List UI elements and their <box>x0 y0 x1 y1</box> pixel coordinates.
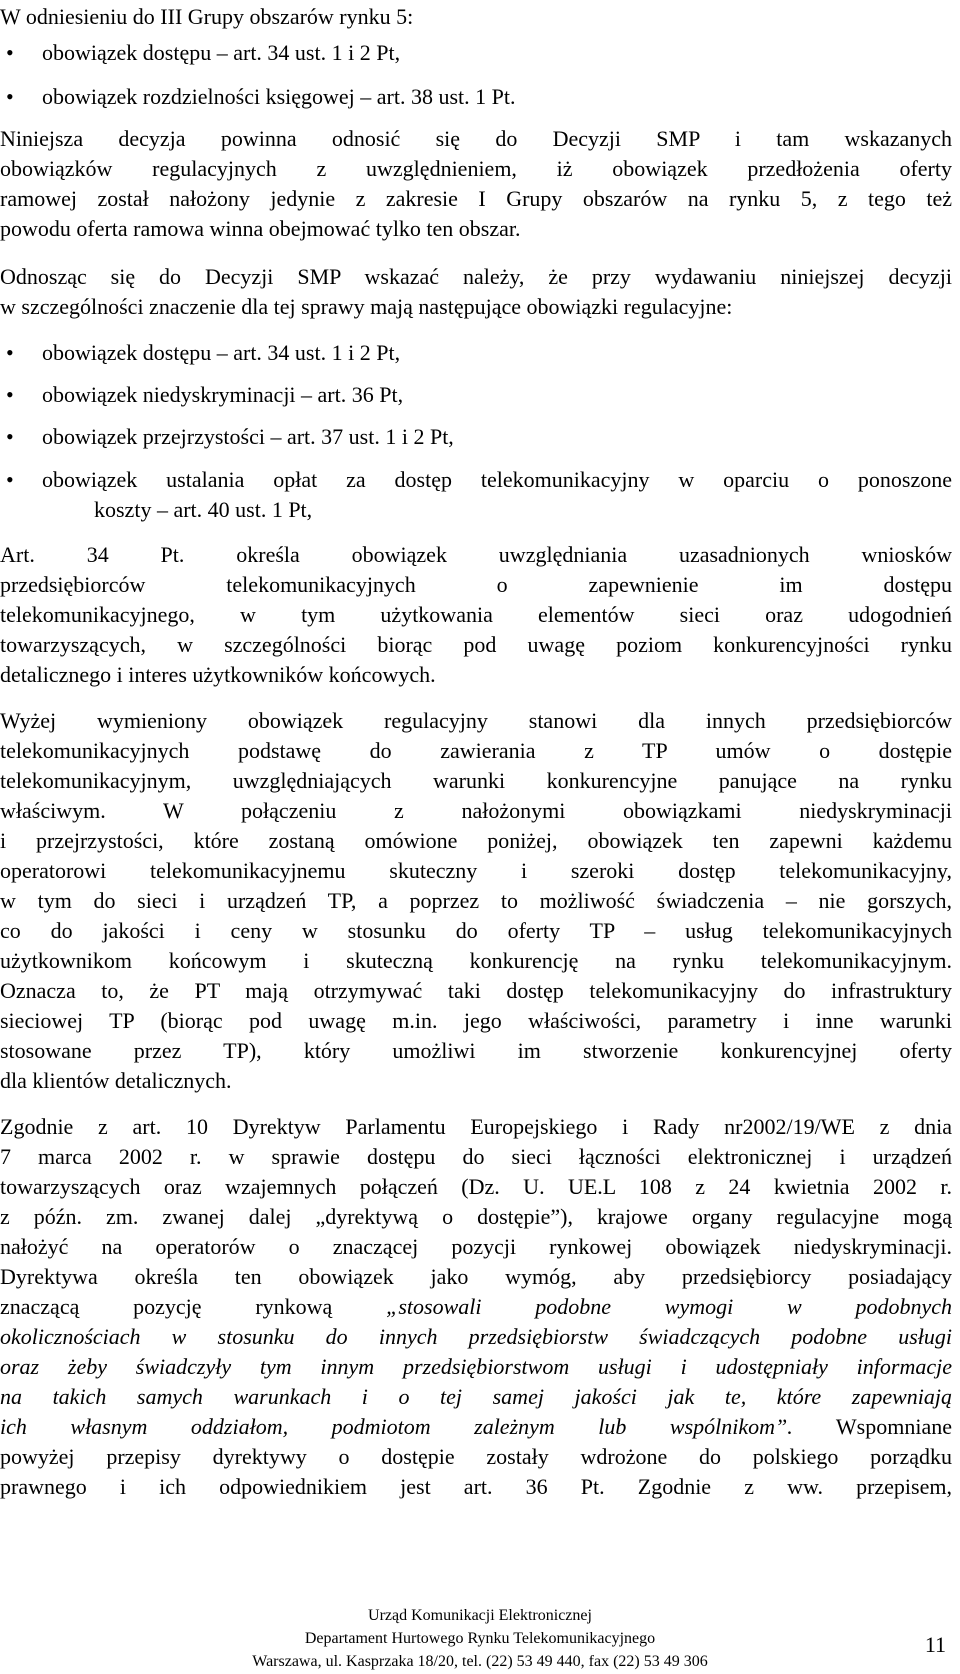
paragraph-line: telekomunikacyjnego, w tym użytkowania elementów sieci oraz udogodnień <box>0 602 952 627</box>
paragraph-line: prawnego i ich odpowiednikiem jest art. 36 Pt. Zgodnie z ww. przepisem, <box>0 1474 952 1499</box>
paragraph-line: dla klientów detalicznych. <box>0 1068 232 1093</box>
list-item-continuation: koszty – art. 40 ust. 1 Pt, <box>94 497 313 522</box>
paragraph-line: stosowane przez TP), który umożliwi im stworzenie konkurencyjnej oferty <box>0 1038 952 1063</box>
paragraph-line: z późn. zm. zwanej dalej „dyrektywą o dostępie”), krajowe organy regulacyjne mogą <box>0 1204 952 1229</box>
footer-address: Warszawa, ul. Kasprzaka 18/20, tel. (22) 53 49 440, fax (22) 53 49 306 <box>252 1653 708 1670</box>
paragraph-line: Oznacza to, że PT mają otrzymywać taki dostęp telekomunikacyjny do infrastruktury <box>0 978 952 1003</box>
list-item: obowiązek dostępu – art. 34 ust. 1 i 2 Pt, <box>42 340 401 365</box>
paragraph-line: powyżej przepisy dyrektywy o dostępie zostały wdrożone do polskiego porządku <box>0 1444 952 1469</box>
paragraph-line: użytkownikom końcowym i skuteczną konkurencję na rynku telekomunikacyjnym. <box>0 948 952 973</box>
paragraph-line: w szczególności znaczenie dla tej sprawy mają następujące obowiązki regulacyjne: <box>0 294 733 319</box>
list-item: obowiązek niedyskryminacji – art. 36 Pt, <box>42 382 404 407</box>
paragraph-line: i przejrzystości, które zostaną omówione poniżej, obowiązek ten zapewni każdemu <box>0 828 952 853</box>
bullet-dot: • <box>6 40 14 65</box>
paragraph-line: właściwym. W połączeniu z nałożonymi obowiązkami niedyskryminacji <box>0 798 952 823</box>
bullet-dot: • <box>6 84 14 109</box>
footer-institution: Urząd Komunikacji Elektronicznej <box>368 1607 592 1624</box>
paragraph-line: sieciowej TP (biorąc pod uwagę m.in. jego właściwości, parametry i inne warunki <box>0 1008 952 1033</box>
bullet-dot: • <box>6 382 14 407</box>
intro-text: W odniesieniu do III Grupy obszarów rynku 5: <box>0 4 414 29</box>
paragraph-line: 7 marca 2002 r. w sprawie dostępu do sieci łączności elektronicznej i urządzeń <box>0 1144 952 1169</box>
bullet-dot: • <box>6 467 14 492</box>
quote-segment: „stosowali podobne wymogi w podobnych <box>386 1294 952 1319</box>
paragraph-line: telekomunikacyjnym, uwzględniających warunki konkurencyjne panujące na rynku <box>0 768 952 793</box>
quote-line: okolicznościach w stosunku do innych przedsiębiorstw świadczących podobne usługi <box>0 1324 952 1349</box>
paragraph-line: co do jakości i ceny w stosunku do oferty TP – usług telekomunikacyjnych <box>0 918 952 943</box>
paragraph-line: nałożyć na operatorów o znaczącej pozycji rynkowej obowiązek niedyskryminacji. <box>0 1234 952 1259</box>
paragraph-line: towarzyszących, w szczególności biorąc pod uwagę poziom konkurencyjności rynku <box>0 632 952 657</box>
paragraph-line: Odnosząc się do Decyzji SMP wskazać należy, że przy wydawaniu niniejszej decyzji <box>0 264 952 289</box>
paragraph-line: telekomunikacyjnych podstawę do zawierania z TP umów o dostępie <box>0 738 952 763</box>
paragraph-line: towarzyszących oraz wzajemnych połączeń (Dz. U. UE.L 108 z 24 kwietnia 2002 r. <box>0 1174 952 1199</box>
page-number: 11 <box>924 1632 946 1657</box>
paragraph-line-mixed <box>0 1292 952 1322</box>
paragraph-line: Dyrektywa określa ten obowiązek jako wymóg, aby przedsiębiorcy posiadający <box>0 1264 952 1289</box>
paragraph-line-mixed <box>0 1412 952 1442</box>
quote-line: na takich samych warunkach i o tej samej jakości jak te, które zapewniają <box>0 1384 952 1409</box>
paragraph-line: powodu oferta ramowa winna obejmować tylko ten obszar. <box>0 216 521 241</box>
paragraph-line: Niniejsza decyzja powinna odnosić się do Decyzji SMP i tam wskazanych <box>0 126 952 151</box>
list-item: obowiązek dostępu – art. 34 ust. 1 i 2 Pt, <box>42 40 401 65</box>
paragraph-line: przedsiębiorców telekomunikacyjnych o zapewnienie im dostępu <box>0 572 952 597</box>
paragraph-line: Zgodnie z art. 10 Dyrektyw Parlamentu Europejskiego i Rady nr2002/19/WE z dnia <box>0 1114 952 1139</box>
paragraph-line: detalicznego i interes użytkowników końcowych. <box>0 662 436 687</box>
paragraph-line: Wyżej wymieniony obowiązek regulacyjny stanowi dla innych przedsiębiorców <box>0 708 952 733</box>
plain-segment: Wspomniane <box>792 1414 952 1439</box>
paragraph-line: operatorowi telekomunikacyjnemu skuteczny i szeroki dostęp telekomunikacyjny, <box>0 858 952 883</box>
paragraph-line: Art. 34 Pt. określa obowiązek uwzględniania uzasadnionych wniosków <box>0 542 952 567</box>
paragraph-line: w tym do sieci i urządzeń TP, a poprzez to możliwość świadczenia – nie gorszych, <box>0 888 952 913</box>
bullet-dot: • <box>6 424 14 449</box>
plain-segment: znaczącą pozycję rynkową <box>0 1294 387 1319</box>
list-item: obowiązek rozdzielności księgowej – art. 38 ust. 1 Pt. <box>42 84 516 109</box>
list-item: obowiązek przejrzystości – art. 37 ust. 1 i 2 Pt, <box>42 424 454 449</box>
quote-line: oraz żeby świadczyły tym innym przedsiębiorstwom usługi i udostępniały informacje <box>0 1354 952 1379</box>
paragraph-line: obowiązków regulacyjnych z uwzględnieniem, iż obowiązek przedłożenia oferty <box>0 156 952 181</box>
list-item: obowiązek ustalania opłat za dostęp telekomunikacyjny w oparciu o ponoszone <box>42 467 952 492</box>
paragraph-line: ramowej został nałożony jedynie z zakresie I Grupy obszarów na rynku 5, z tego też <box>0 186 952 211</box>
bullet-dot: • <box>6 340 14 365</box>
quote-segment: ich własnym oddziałom, podmiotom zależnym lub wspólnikom”. <box>0 1414 793 1439</box>
footer-department: Departament Hurtowego Rynku Telekomunikacyjnego <box>304 1630 656 1647</box>
